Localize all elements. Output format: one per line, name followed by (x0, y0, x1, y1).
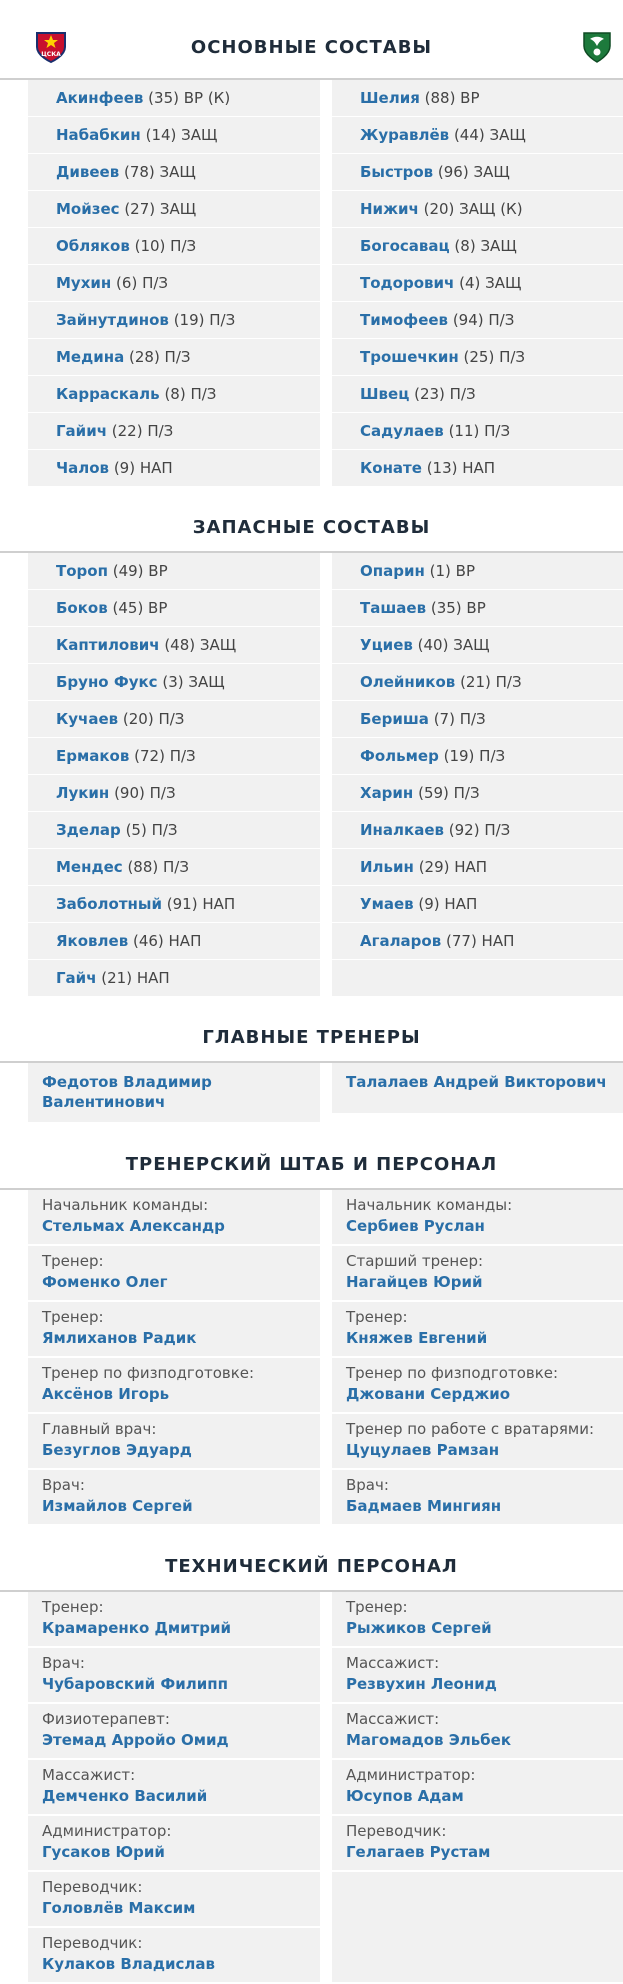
player-name-link[interactable]: Уциев (360, 636, 413, 654)
player-info: (7) П/З (433, 710, 486, 728)
staff-cell (28, 1872, 320, 1926)
staff-name-link[interactable]: Кулаков Владислав (42, 1955, 216, 1973)
lineups-home-column (28, 80, 320, 487)
staff-cell (28, 1246, 320, 1300)
player-info: (40) ЗАЩ (417, 636, 490, 654)
staff-role: Старший тренер: (346, 1252, 484, 1270)
player-name-link[interactable]: Нижич (360, 200, 419, 218)
staff-cell (332, 1190, 623, 1244)
staff-role: Физиотерапевт: (42, 1710, 170, 1728)
player-info: (6) П/З (116, 274, 169, 292)
player-info: (20) П/З (122, 710, 185, 728)
player-row (332, 664, 623, 700)
staff-cell (28, 1648, 320, 1702)
player-name-link[interactable]: Лукин (56, 784, 110, 802)
player-name-link[interactable]: Олейников (360, 673, 456, 691)
player-name-link[interactable]: Тодорович (360, 274, 455, 292)
staff-name-link[interactable]: Крамаренко Дмитрий (42, 1619, 232, 1637)
player-row (28, 553, 320, 589)
staff-role: Тренер: (42, 1598, 104, 1616)
staff-away-column (332, 1190, 623, 1526)
player-name-link[interactable]: Бруно Фукс (56, 673, 158, 691)
staff-role: Начальник команды: (346, 1196, 513, 1214)
player-info: (35) ВР (К) (148, 89, 231, 107)
tech-away-column (332, 1592, 623, 1984)
staff-name-link[interactable]: Этемад Арройо Омид (42, 1731, 229, 1749)
player-info: (35) ВР (430, 599, 486, 617)
lineups-away-column (332, 80, 623, 487)
staff-cell (28, 1928, 320, 1982)
staff-name-link[interactable]: Стельмах Александр (42, 1217, 225, 1235)
player-info: (29) НАП (418, 858, 488, 876)
staff-name-link[interactable]: Нагайцев Юрий (346, 1273, 483, 1291)
staff-cell (332, 1592, 623, 1646)
tech-table (0, 1590, 623, 1984)
staff-name-link[interactable]: Цуцулаев Рамзан (346, 1441, 500, 1459)
empty-fill (332, 1872, 623, 1982)
player-row (332, 376, 623, 412)
player-name-link[interactable]: Медина (56, 348, 125, 366)
coaches-home-column (28, 1063, 320, 1124)
player-row (332, 775, 623, 811)
player-row (332, 849, 623, 885)
player-row (332, 117, 623, 153)
player-row (28, 117, 320, 153)
player-info: (14) ЗАЩ (145, 126, 218, 144)
player-row (28, 154, 320, 190)
player-name-link[interactable]: Агаларов (360, 932, 442, 950)
staff-cell (28, 1816, 320, 1870)
staff-name-link[interactable]: Ямлиханов Радик (42, 1329, 197, 1347)
player-info: (46) НАП (132, 932, 202, 950)
player-info: (20) ЗАЩ (К) (423, 200, 523, 218)
player-name-link[interactable]: Карраскаль (56, 385, 160, 403)
player-info: (44) ЗАЩ (453, 126, 526, 144)
section-title-tech: ТЕХНИЧЕСКИЙ ПЕРСОНАЛ (165, 1556, 458, 1577)
player-row (28, 701, 320, 737)
player-row (332, 228, 623, 264)
player-name-link[interactable]: Чалов (56, 459, 110, 477)
player-name-link[interactable]: Тимофеев (360, 311, 449, 329)
player-info: (78) ЗАЩ (123, 163, 196, 181)
head-coach-away[interactable]: Талалаев Андрей Викторович (332, 1063, 623, 1113)
player-row (28, 590, 320, 626)
player-name-link[interactable]: Тороп (56, 562, 108, 580)
section-title-coaches: ГЛАВНЫЕ ТРЕНЕРЫ (202, 1027, 421, 1048)
staff-role: Массажист: (346, 1654, 440, 1672)
player-info: (8) ЗАЩ (454, 237, 517, 255)
staff-cell (28, 1704, 320, 1758)
coaches-away-column (332, 1063, 623, 1124)
player-row (28, 960, 320, 996)
player-row (332, 265, 623, 301)
player-name-link[interactable]: Каптилович (56, 636, 160, 654)
staff-name-link[interactable]: Головлёв Максим (42, 1899, 196, 1917)
staff-role: Переводчик: (346, 1822, 447, 1840)
player-name-link[interactable]: Кучаев (56, 710, 119, 728)
player-row (332, 191, 623, 227)
staff-name-link[interactable]: Княжев Евгений (346, 1329, 488, 1347)
player-name-link[interactable]: Фольмер (360, 747, 439, 765)
player-info: (1) ВР (429, 562, 475, 580)
player-row (28, 886, 320, 922)
player-info: (23) П/З (414, 385, 476, 403)
player-row (332, 812, 623, 848)
staff-cell (28, 1302, 320, 1356)
staff-role: Главный врач: (42, 1420, 157, 1438)
staff-name-link[interactable]: Джовани Серджио (346, 1385, 511, 1403)
player-info: (19) П/З (443, 747, 506, 765)
player-row (332, 413, 623, 449)
player-row (28, 812, 320, 848)
player-info: (25) П/З (463, 348, 526, 366)
player-name-link[interactable]: Ермаков (56, 747, 130, 765)
staff-name-link[interactable]: Рыжиков Сергей (346, 1619, 492, 1637)
staff-role: Тренер: (42, 1308, 104, 1326)
staff-cell (332, 1470, 623, 1524)
lineups-header (0, 0, 623, 78)
player-info: (45) ВР (112, 599, 168, 617)
player-row (28, 738, 320, 774)
player-info: (21) П/З (460, 673, 522, 691)
player-info: (59) П/З (418, 784, 480, 802)
player-name-link[interactable]: Заболотный (56, 895, 162, 913)
player-row (332, 450, 623, 486)
staff-cell (28, 1470, 320, 1524)
player-info: (13) НАП (426, 459, 496, 477)
player-name-link[interactable]: Швец (360, 385, 410, 403)
player-row (332, 154, 623, 190)
player-row (332, 923, 623, 959)
lineups-table (0, 78, 623, 487)
player-row (332, 590, 623, 626)
staff-role: Переводчик: (42, 1934, 143, 1952)
player-row (28, 80, 320, 116)
staff-name-link[interactable]: Гусаков Юрий (42, 1843, 165, 1861)
player-name-link[interactable]: Ильин (360, 858, 414, 876)
player-info: (48) ЗАЩ (164, 636, 237, 654)
staff-name-link[interactable]: Резвухин Леонид (346, 1675, 497, 1693)
staff-table (0, 1188, 623, 1526)
staff-name-link[interactable]: Магомадов Эльбек (346, 1731, 512, 1749)
player-info: (91) НАП (166, 895, 236, 913)
staff-cell (28, 1592, 320, 1646)
player-row (332, 701, 623, 737)
player-name-link[interactable]: Харин (360, 784, 414, 802)
player-info: (77) НАП (446, 932, 515, 950)
staff-cell (28, 1760, 320, 1814)
player-name-link[interactable]: Иналкаев (360, 821, 444, 839)
player-row (28, 627, 320, 663)
staff-cell (28, 1190, 320, 1244)
player-info: (19) П/З (173, 311, 236, 329)
player-name-link[interactable]: Журавлёв (360, 126, 450, 144)
player-name-link[interactable]: Трошечкин (360, 348, 459, 366)
player-info: (88) П/З (127, 858, 189, 876)
staff-cell (332, 1704, 623, 1758)
player-info: (92) П/З (448, 821, 511, 839)
akhmat-logo-icon (580, 30, 614, 64)
svg-text:ЦСКА: ЦСКА (41, 51, 61, 58)
staff-name-link[interactable]: Сербиев Руслан (346, 1217, 485, 1235)
staff-cell (332, 1648, 623, 1702)
tech-header (0, 1526, 623, 1590)
player-info: (10) П/З (134, 237, 197, 255)
player-name-link[interactable]: Обляков (56, 237, 130, 255)
player-row (332, 339, 623, 375)
player-name-link[interactable]: Зделар (56, 821, 121, 839)
player-info: (72) П/З (134, 747, 196, 765)
player-name-link[interactable]: Яковлев (56, 932, 129, 950)
section-title-staff: ТРЕНЕРСКИЙ ШТАБ И ПЕРСОНАЛ (125, 1154, 498, 1175)
staff-role: Начальник команды: (42, 1196, 209, 1214)
player-info: (27) ЗАЩ (124, 200, 197, 218)
player-name-link[interactable]: Набабкин (56, 126, 141, 144)
player-name-link[interactable]: Умаев (360, 895, 414, 913)
empty-row (332, 960, 623, 996)
staff-name-link[interactable]: Чубаровский Филипп (42, 1675, 228, 1693)
player-row (332, 302, 623, 338)
player-info: (11) П/З (448, 422, 511, 440)
player-row (28, 191, 320, 227)
player-row (28, 849, 320, 885)
staff-name-link[interactable]: Измайлов Сергей (42, 1497, 193, 1515)
staff-role: Тренер по физподготовке: (346, 1364, 559, 1382)
section-title-lineups: ОСНОВНЫЕ СОСТАВЫ (190, 37, 433, 58)
player-name-link[interactable]: Быстров (360, 163, 434, 181)
staff-role: Массажист: (346, 1710, 440, 1728)
player-info: (9) НАП (418, 895, 478, 913)
player-info: (5) П/З (125, 821, 178, 839)
player-name-link[interactable]: Гайич (56, 422, 107, 440)
player-name-link[interactable]: Богосавац (360, 237, 450, 255)
player-info: (9) НАП (113, 459, 173, 477)
staff-cell (332, 1246, 623, 1300)
coaches-table (0, 1061, 623, 1124)
player-row (28, 265, 320, 301)
staff-role: Тренер: (42, 1252, 104, 1270)
staff-role: Тренер: (346, 1598, 408, 1616)
staff-name-link[interactable]: Аксёнов Игорь (42, 1385, 170, 1403)
subs-header (0, 487, 623, 551)
player-info: (94) П/З (452, 311, 515, 329)
player-name-link[interactable]: Гайч (56, 969, 97, 987)
player-info: (49) ВР (112, 562, 168, 580)
staff-role: Врач: (346, 1476, 389, 1494)
player-name-link[interactable]: Садулаев (360, 422, 444, 440)
staff-role: Массажист: (42, 1766, 136, 1784)
player-row (28, 228, 320, 264)
player-row (28, 664, 320, 700)
player-name-link[interactable]: Мухин (56, 274, 112, 292)
staff-role: Тренер по работе с вратарями: (346, 1420, 595, 1438)
staff-cell (332, 1358, 623, 1412)
staff-name-link[interactable]: Фоменко Олег (42, 1273, 168, 1291)
player-info: (28) П/З (129, 348, 191, 366)
player-name-link[interactable]: Бериша (360, 710, 429, 728)
staff-name-link[interactable]: Гелагаев Рустам (346, 1843, 491, 1861)
player-name-link[interactable]: Мендес (56, 858, 123, 876)
staff-name-link[interactable]: Демченко Василий (42, 1787, 208, 1805)
player-row (28, 413, 320, 449)
player-row (332, 80, 623, 116)
player-info: (22) П/З (111, 422, 174, 440)
staff-role: Переводчик: (42, 1878, 143, 1896)
player-name-link[interactable]: Шелия (360, 89, 420, 107)
staff-role: Администратор: (346, 1766, 476, 1784)
staff-cell (332, 1816, 623, 1870)
staff-name-link[interactable]: Бадмаев Мингиян (346, 1497, 502, 1515)
subs-home-column (28, 553, 320, 997)
player-name-link[interactable]: Акинфеев (56, 89, 144, 107)
player-row (332, 553, 623, 589)
head-coach-home[interactable]: Федотов Владимир Валентинович (28, 1063, 320, 1122)
tech-home-column (28, 1592, 320, 1984)
player-name-link[interactable]: Конате (360, 459, 422, 477)
player-name-link[interactable]: Опарин (360, 562, 425, 580)
staff-name-link[interactable]: Безуглов Эдуард (42, 1441, 192, 1459)
staff-cell (332, 1414, 623, 1468)
subs-away-column (332, 553, 623, 997)
staff-home-column (28, 1190, 320, 1526)
player-row (28, 376, 320, 412)
player-name-link[interactable]: Ташаев (360, 599, 427, 617)
staff-role: Врач: (42, 1476, 85, 1494)
staff-role: Администратор: (42, 1822, 172, 1840)
staff-cell (28, 1414, 320, 1468)
player-name-link[interactable]: Дивеев (56, 163, 120, 181)
player-row (28, 302, 320, 338)
player-row (28, 450, 320, 486)
player-info: (21) НАП (101, 969, 170, 987)
player-info: (3) ЗАЩ (162, 673, 225, 691)
player-name-link[interactable]: Мойзес (56, 200, 120, 218)
cska-logo-icon (34, 30, 68, 64)
player-row (28, 339, 320, 375)
player-info: (96) ЗАЩ (437, 163, 510, 181)
staff-name-link[interactable]: Юсупов Адам (346, 1787, 464, 1805)
staff-cell (28, 1358, 320, 1412)
subs-table (0, 551, 623, 997)
player-name-link[interactable]: Зайнутдинов (56, 311, 169, 329)
staff-role: Тренер: (346, 1308, 408, 1326)
player-row (28, 775, 320, 811)
staff-role: Тренер по физподготовке: (42, 1364, 255, 1382)
player-info: (8) П/З (164, 385, 217, 403)
staff-role: Врач: (42, 1654, 85, 1672)
player-info: (4) ЗАЩ (459, 274, 522, 292)
player-info: (90) П/З (114, 784, 176, 802)
player-info: (88) ВР (424, 89, 480, 107)
player-row (332, 738, 623, 774)
section-title-subs: ЗАПАСНЫЕ СОСТАВЫ (192, 517, 431, 538)
staff-header (0, 1124, 623, 1188)
player-row (332, 886, 623, 922)
player-row (332, 627, 623, 663)
coaches-header (0, 997, 623, 1061)
staff-cell (332, 1760, 623, 1814)
staff-cell (332, 1302, 623, 1356)
player-row (28, 923, 320, 959)
player-name-link[interactable]: Боков (56, 599, 108, 617)
